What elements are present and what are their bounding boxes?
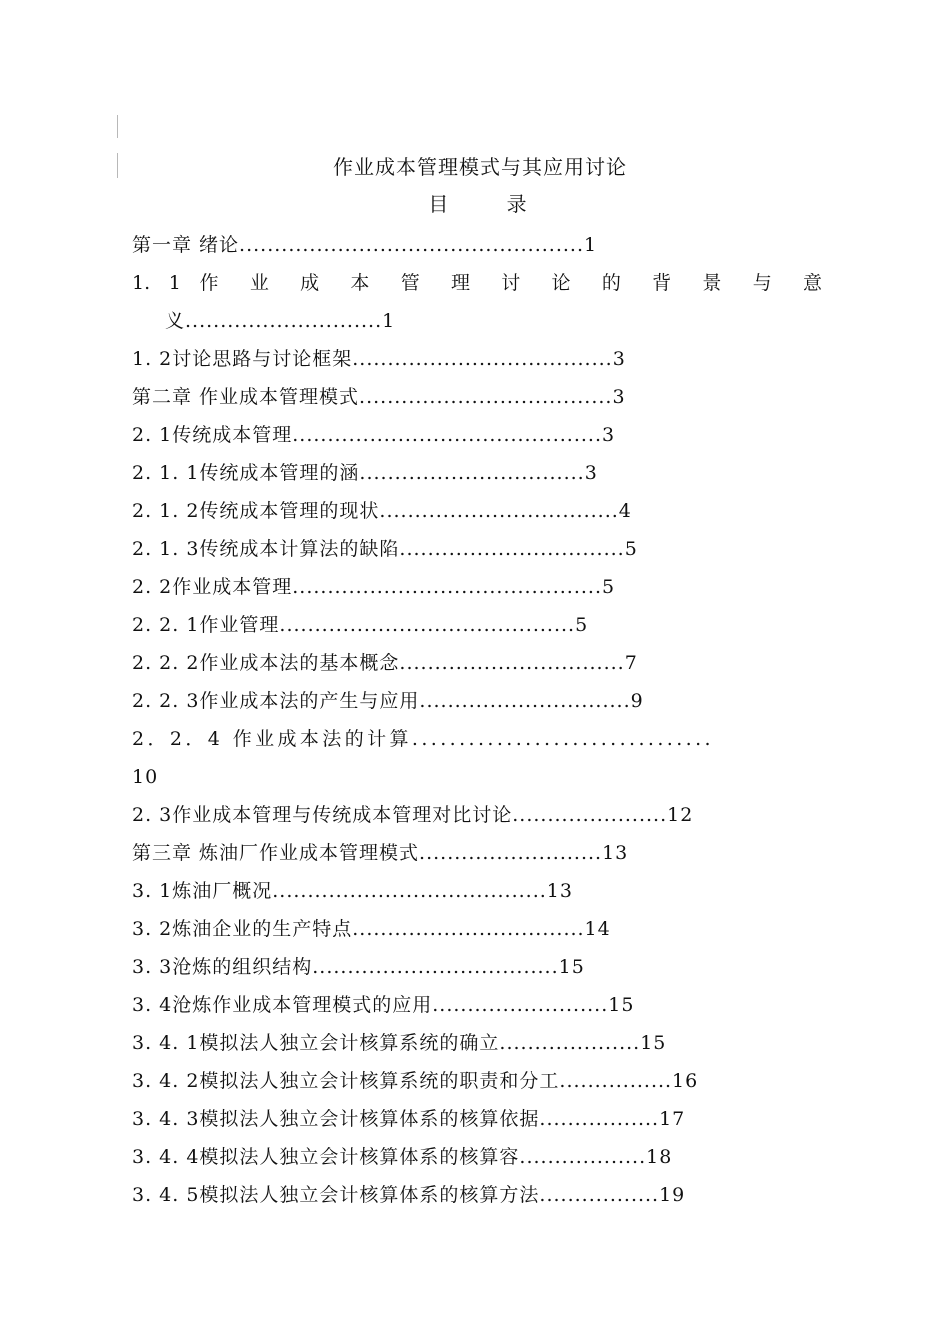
- toc-entry[interactable]: 3. 4. 1模拟法人独立会计核算系统的确立....................15: [132, 1032, 667, 1054]
- toc-entry[interactable]: 2. 2. 2作业成本法的基本概念................................7: [132, 652, 638, 674]
- toc-entry[interactable]: 第二章 作业成本管理模式....................................3: [132, 386, 626, 408]
- toc-entry[interactable]: 3. 4. 3模拟法人独立会计核算体系的核算依据.................17: [132, 1108, 686, 1130]
- toc-entry[interactable]: [132, 264, 832, 302]
- toc-entry[interactable]: 2. 1. 2传统成本管理的现状..................................4: [132, 500, 632, 522]
- toc-entry[interactable]: 第一章 绪论.................................................1: [132, 234, 598, 256]
- table-of-contents: [132, 226, 832, 1214]
- toc-entry-continuation[interactable]: 义............................1: [165, 310, 396, 332]
- toc-entry[interactable]: 3. 1炼油厂概况.......................................13: [132, 880, 573, 902]
- margin-mark: [117, 115, 118, 138]
- toc-entry[interactable]: 3. 2炼油企业的生产特点.................................14: [132, 918, 611, 940]
- toc-entry[interactable]: 3. 3沧炼的组织结构...................................15: [132, 956, 585, 978]
- toc-entry[interactable]: 第三章 炼油厂作业成本管理模式..........................13: [132, 842, 629, 864]
- toc-entry[interactable]: 2. 2. 3作业成本法的产生与应用..............................9: [132, 690, 644, 712]
- toc-entry[interactable]: 2. 1传统成本管理............................................3: [132, 424, 616, 446]
- toc-entry[interactable]: 2. 2. 1作业管理..........................................5: [132, 614, 589, 636]
- toc-entry[interactable]: 3. 4. 4模拟法人独立会计核算体系的核算容..................18: [132, 1146, 673, 1168]
- toc-entry[interactable]: 2．2．4 作业成本法的计算................................: [132, 728, 714, 750]
- toc-entry-text: 1. 1 作 业 成 本 管 理 讨 论 的 背 景 与 意: [132, 272, 822, 294]
- toc-entry[interactable]: 1. 2讨论思路与讨论框架.....................................3: [132, 348, 626, 370]
- toc-entry[interactable]: 2. 3作业成本管理与传统成本管理对比讨论......................12: [132, 804, 694, 826]
- toc-entry[interactable]: 2. 1. 3传统成本计算法的缺陷................................5: [132, 538, 638, 560]
- toc-entry[interactable]: 3. 4. 5模拟法人独立会计核算体系的核算方法.................19: [132, 1184, 686, 1206]
- toc-entry[interactable]: 3. 4. 2模拟法人独立会计核算系统的职责和分工................16: [132, 1070, 699, 1092]
- toc-entry[interactable]: 2. 2作业成本管理............................................5: [132, 576, 616, 598]
- toc-heading: 目 录: [428, 192, 553, 216]
- toc-entry[interactable]: 2. 1. 1传统成本管理的涵................................3: [132, 462, 598, 484]
- toc-entry[interactable]: 3. 4沧炼作业成本管理模式的应用.........................15: [132, 994, 635, 1016]
- document-title: 作业成本管理模式与其应用讨论: [333, 155, 627, 179]
- toc-entry-continuation[interactable]: 10: [132, 766, 159, 788]
